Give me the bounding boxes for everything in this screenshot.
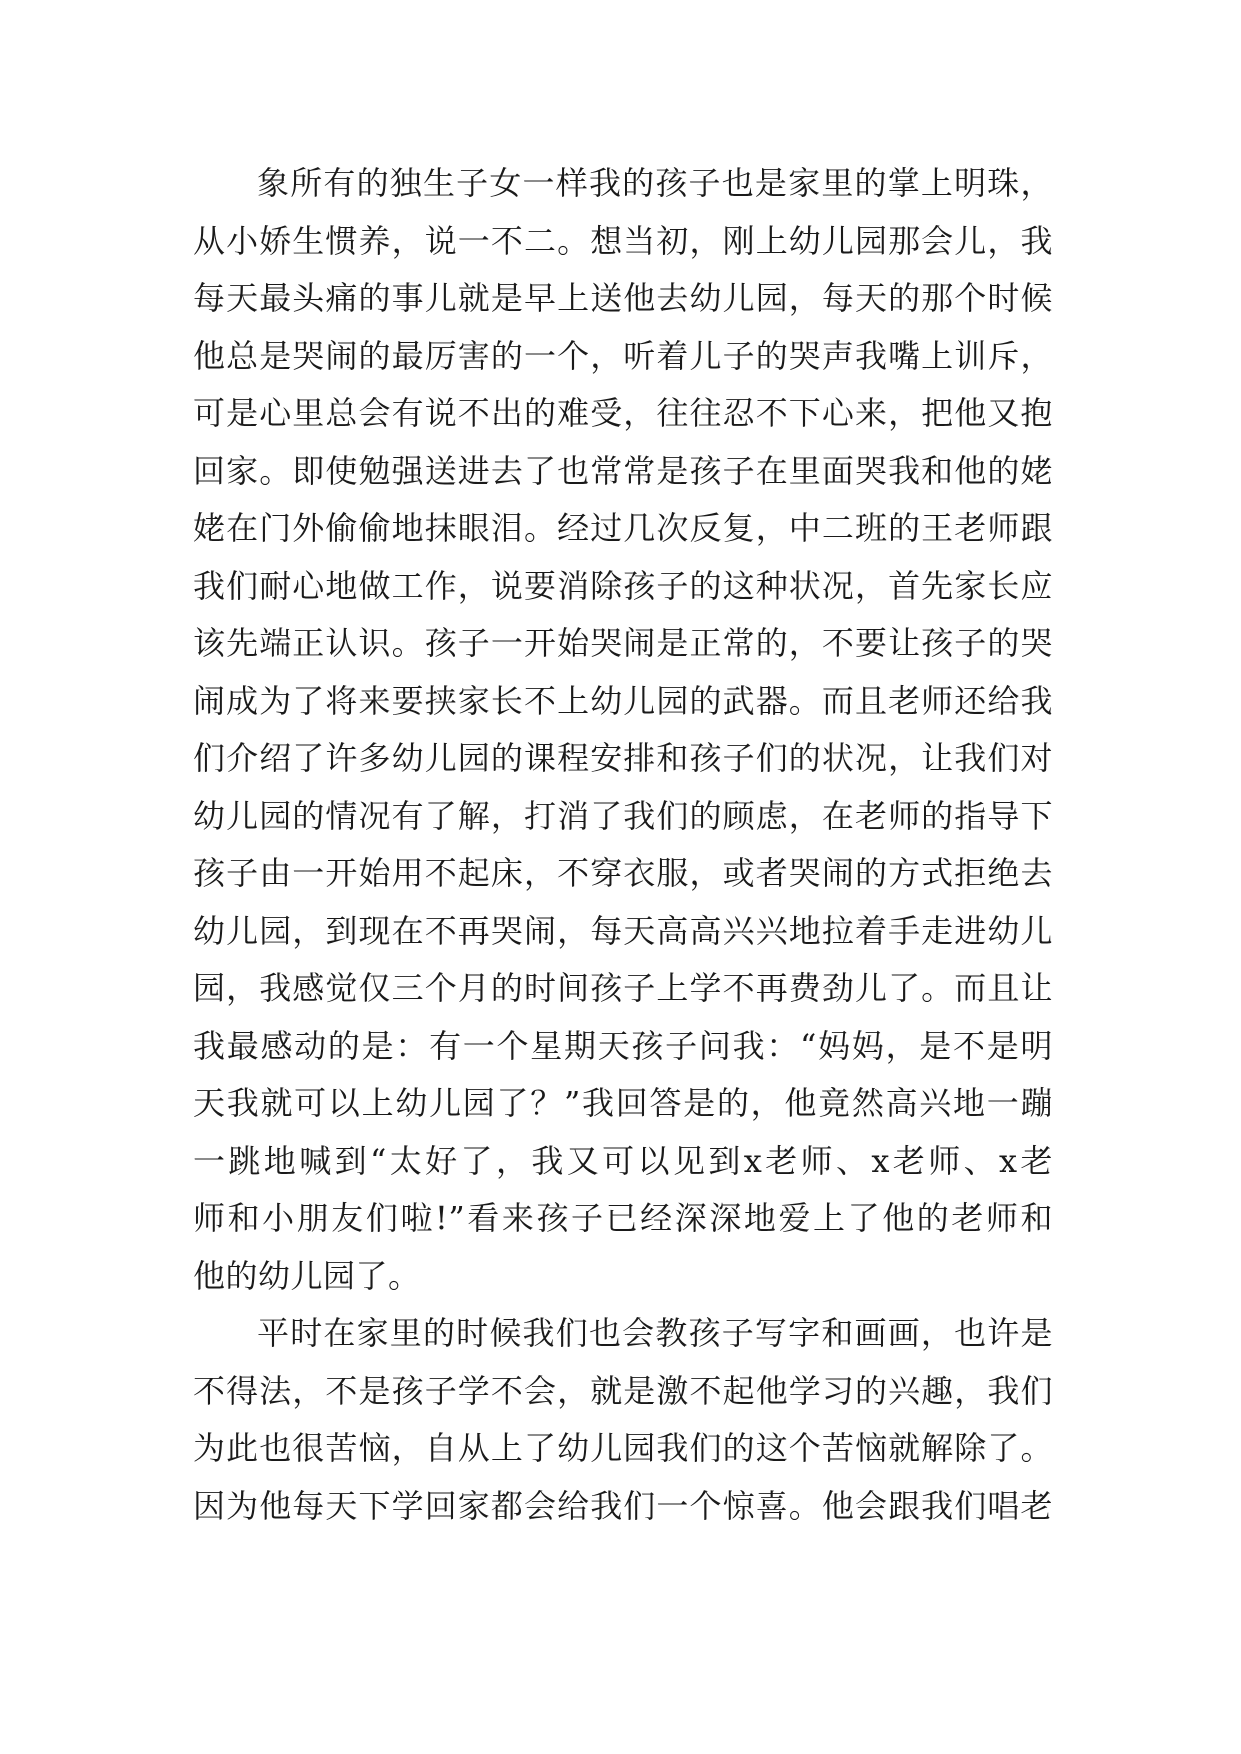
paragraph-line: 幼儿园的情况有了解，打消了我们的顾虑，在老师的指导下: [193, 796, 1053, 835]
paragraph-line: 闹成为了将来要挟家长不上幼儿园的武器。而且老师还给我: [193, 681, 1053, 720]
paragraph-line: 他总是哭闹的最厉害的一个，听着儿子的哭声我嘴上训斥，: [193, 336, 1053, 375]
paragraph-line: 我们耐心地做工作，说要消除孩子的这种状况，首先家长应: [193, 566, 1053, 605]
paragraph-line: 象所有的独生子女一样我的孩子也是家里的掌上明珠，: [257, 164, 1053, 202]
paragraph-line: 们介绍了许多幼儿园的课程安排和孩子们的状况，让我们对: [193, 739, 1053, 777]
document-body: [193, 155, 1053, 1535]
paragraph-line: 不得法，不是孩子学不会，就是激不起他学习的兴趣，我们: [193, 1371, 1053, 1410]
paragraph-line: 师和小朋友们啦!”看来孩子已经深深地爱上了他的老师和: [193, 1199, 1053, 1237]
paragraph-line: 为此也很苦恼，自从上了幼儿园我们的这个苦恼就解除了。: [193, 1429, 1053, 1467]
paragraph-line: 天我就可以上幼儿园了？”我回答是的，他竟然高兴地一蹦: [193, 1084, 1053, 1122]
paragraph-line: 一跳地喊到“太好了，我又可以见到x老师、x老师、x老: [193, 1141, 1053, 1180]
paragraph-line: 幼儿园，到现在不再哭闹，每天高高兴兴地拉着手走进幼儿: [193, 911, 1053, 950]
paragraph-line: 从小娇生惯养，说一不二。想当初，刚上幼儿园那会儿，我: [193, 221, 1053, 260]
paragraph-line: 姥在门外偷偷地抹眼泪。经过几次反复，中二班的王老师跟: [193, 509, 1053, 547]
paragraph-line: 园，我感觉仅三个月的时间孩子上学不再费劲儿了。而且让: [193, 969, 1053, 1007]
paragraph-line: 该先端正认识。孩子一开始哭闹是正常的，不要让孩子的哭: [193, 624, 1053, 662]
paragraph-line: 我最感动的是：有一个星期天孩子问我：“妈妈，是不是明: [193, 1026, 1053, 1065]
paragraph-line: 他的幼儿园了。: [193, 1256, 421, 1295]
paragraph-line: 可是心里总会有说不出的难受，往往忍不下心来，把他又抱: [193, 394, 1053, 432]
paragraph-line: 每天最头痛的事儿就是早上送他去幼儿园，每天的那个时候: [193, 279, 1053, 317]
paragraph-line: 因为他每天下学回家都会给我们一个惊喜。他会跟我们唱老: [193, 1486, 1053, 1525]
paragraph-line: 平时在家里的时候我们也会教孩子写字和画画，也许是: [257, 1314, 1053, 1352]
paragraph-line: 孩子由一开始用不起床，不穿衣服，或者哭闹的方式拒绝去: [193, 854, 1053, 892]
paragraph-line: 回家。即使勉强送进去了也常常是孩子在里面哭我和他的姥: [193, 451, 1053, 490]
